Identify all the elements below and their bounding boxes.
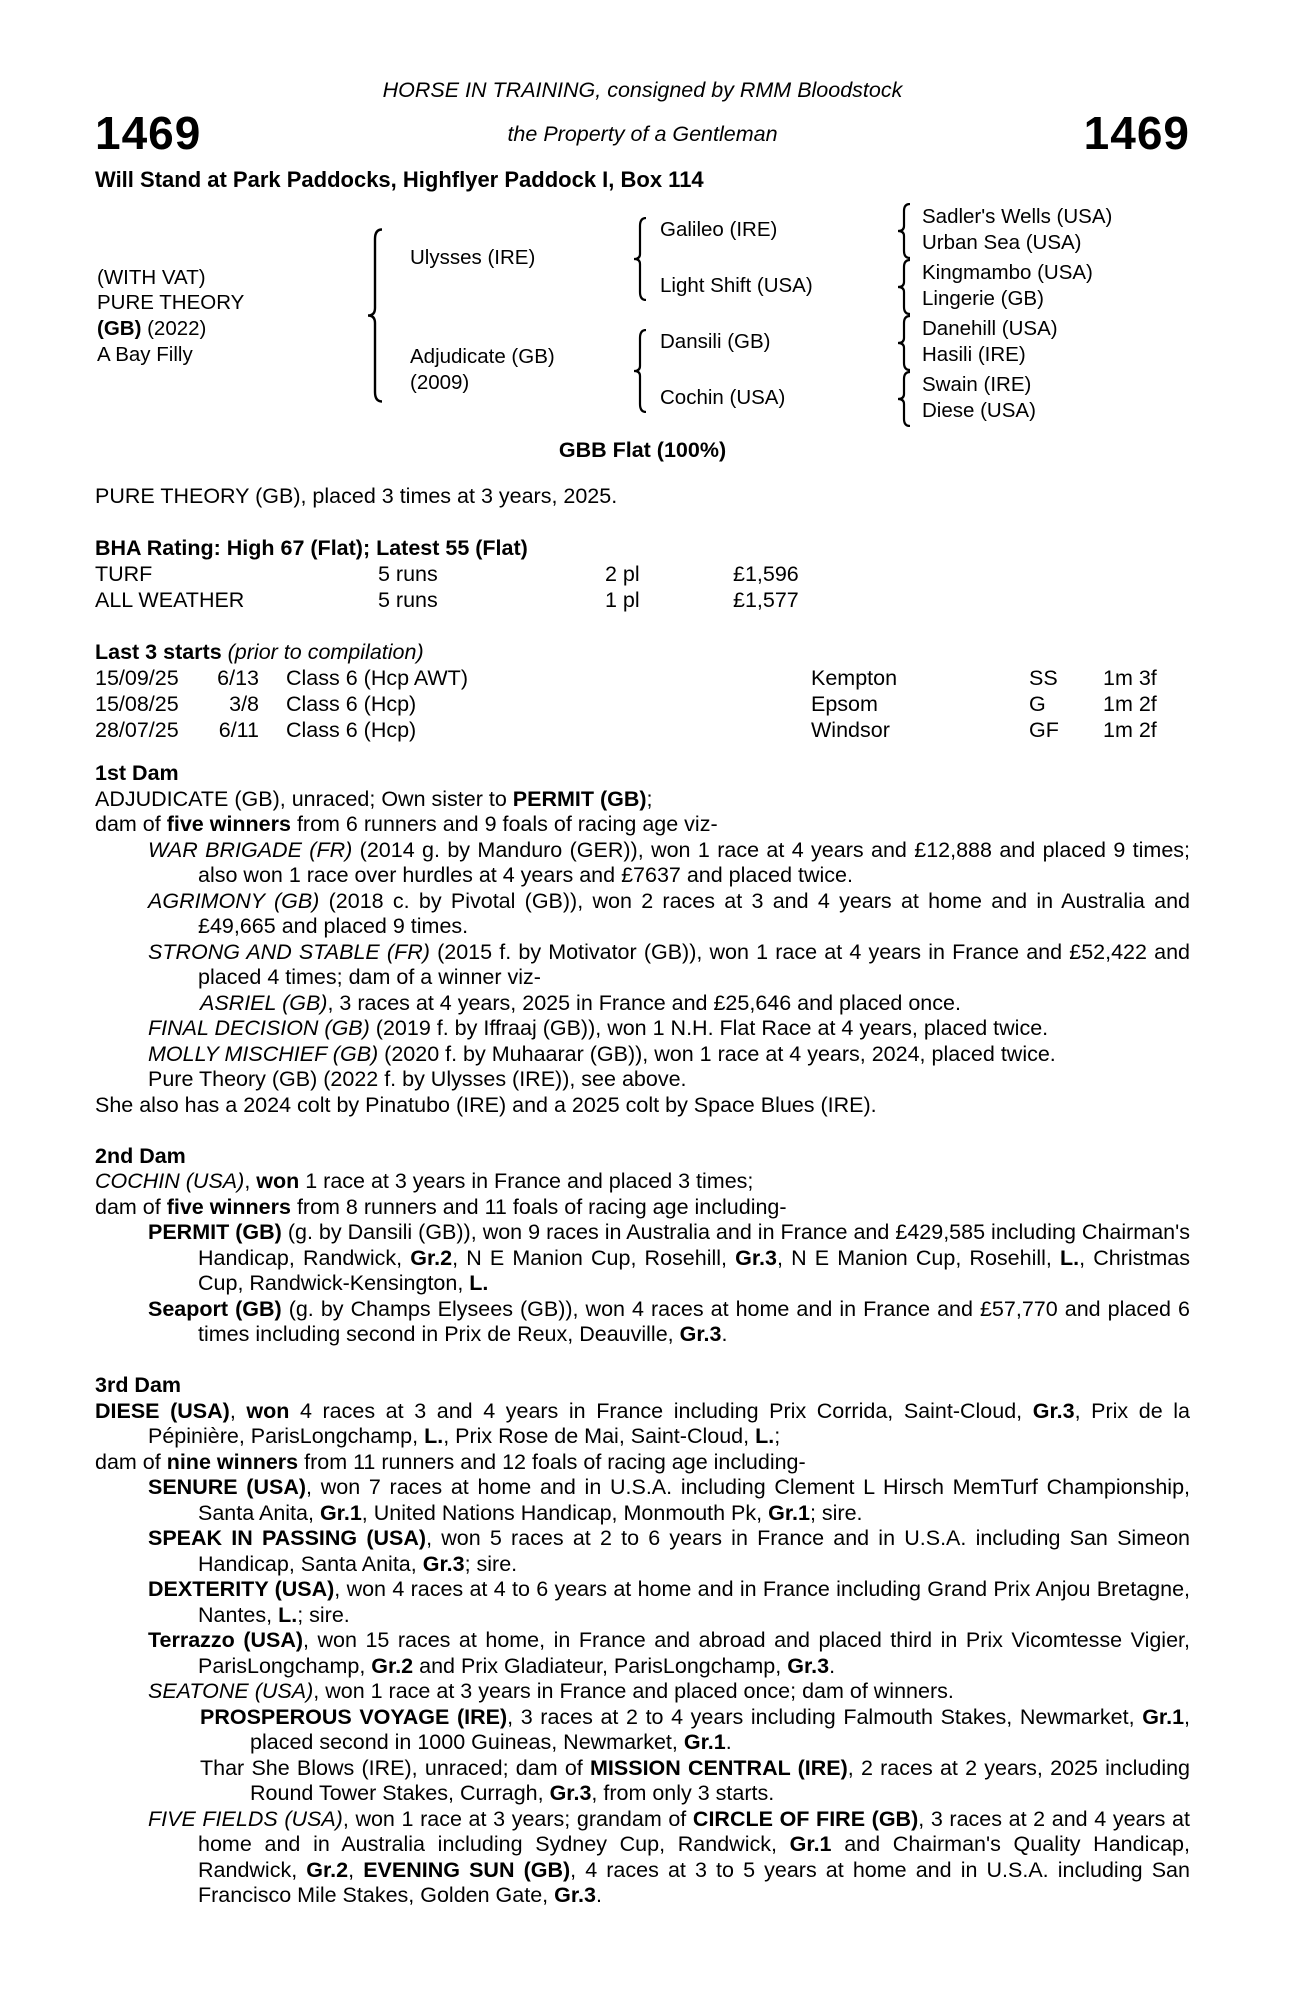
last-starts-title — [95, 639, 1190, 665]
last-starts-table — [95, 665, 1190, 743]
start-position: 6/13 — [217, 666, 259, 690]
bha-rating-line: BHA Rating: High 67 (Flat); Latest 55 (Flat) — [95, 536, 528, 560]
pedigree-text-line: WAR BRIGADE (FR) (2014 g. by Manduro (GER)), won 1 race at 4 years and £12,888 and placed 9 times; also won 1 race over hurdles at 4 years and £7637 and placed twice. — [148, 837, 1191, 887]
start-course: Epsom — [811, 692, 878, 716]
sire-name: Ulysses (IRE) — [410, 246, 536, 269]
pedigree-text-line: dam of five winners from 8 runners and 11 foals of racing age including- — [95, 1194, 787, 1219]
dam-section-paragraphs — [95, 1399, 1190, 1909]
pedigree-text-line: PROSPEROUS VOYAGE (IRE), 3 races at 2 to 4 years including Falmouth Stakes, Newmarket, Gr.1, placed second in 1000 Guineas, Newmarket, Gr.1. — [200, 1704, 1191, 1754]
last-starts-title-text: Last 3 starts — [95, 640, 222, 664]
start-going: G — [1029, 692, 1046, 716]
dam-name: Adjudicate (GB) — [410, 345, 555, 368]
start-distance: 1m 2f — [1103, 692, 1157, 716]
surface-stats-table — [95, 561, 1190, 613]
stats-runs: 5 runs — [378, 562, 438, 586]
start-date: 15/08/25 — [95, 692, 179, 716]
last-starts-block — [95, 639, 1190, 743]
dam-year: (2009) — [410, 371, 470, 394]
stats-placed: 1 pl — [605, 588, 640, 612]
dam-section-paragraphs — [95, 787, 1190, 1119]
great-grandparent-name: Urban Sea (USA) — [922, 231, 1082, 254]
pedigree-text-line: DEXTERITY (USA), won 4 races at 4 to 6 years at home and in France including Grand Prix Anjou Bretagne, Nantes, L.; sire. — [148, 1577, 1191, 1627]
stats-runs: 5 runs — [378, 588, 438, 612]
pedigree-brace-main-icon — [367, 228, 383, 409]
dam-section-paragraphs — [95, 1169, 1190, 1348]
pedigree-text-line: SPEAK IN PASSING (USA), won 5 races at 2 to 6 years in France and in U.S.A. including San Simeon Handicap, Santa Anita, Gr.3; sire. — [148, 1526, 1190, 1576]
granddam-name: Cochin (USA) — [660, 386, 786, 409]
pedigree-text-line: DIESE (USA), won 4 races at 3 and 4 years in France including Prix Corrida, Saint-Cloud, Gr.3, Prix de la Pépinière, ParisLongchamp, L., Prix Rose de Mai, Saint-Cloud, L.; — [95, 1398, 1190, 1448]
property-line: the Property of a Gentleman — [507, 122, 778, 146]
pedigree-text-line: AGRIMONY (GB) (2018 c. by Pivotal (GB)), won 2 races at 3 and 4 years at home and in Australia and £49,665 and placed 9 times. — [148, 888, 1190, 938]
horse-name: PURE THEORY — [97, 291, 245, 314]
stand-location-line: Will Stand at Park Paddocks, Highflyer Paddock I, Box 114 — [95, 167, 704, 192]
grandsire-name: Dansili (GB) — [660, 330, 771, 353]
start-date: 15/09/25 — [95, 666, 179, 690]
start-course: Kempton — [811, 666, 898, 690]
pedigree-brace-icon — [897, 259, 911, 321]
vat-note: (WITH VAT) — [97, 266, 206, 289]
pedigree-text-line: FIVE FIELDS (USA), won 1 race at 3 years; grandam of CIRCLE OF FIRE (GB), 3 races at 2 and 4 years at home and in Australia including Sydney Cup, Randwick, Gr.1 and Chairman's Quality Handicap, Randwick, Gr.2, EVENING SUN (GB), 4 races at 3 to 5 years at home and in U.S.A. including San Francisco Mile Stakes, Golden Gate, Gr.3. — [148, 1806, 1190, 1907]
pedigree-text-line: ADJUDICATE (GB), unraced; Own sister to PERMIT (GB); — [95, 786, 653, 811]
start-position: 6/11 — [218, 718, 259, 742]
race-record-summary: PURE THEORY (GB), placed 3 times at 3 years, 2025. — [95, 484, 618, 508]
pedigree-text-line: SEATONE (USA), won 1 race at 3 years in France and placed once; dam of winners. — [148, 1679, 954, 1703]
stats-earnings: £1,577 — [733, 588, 799, 612]
start-going: SS — [1029, 666, 1058, 690]
pedigree-text-line: dam of nine winners from 11 runners and 12 foals of racing age including- — [95, 1449, 806, 1474]
lot-number-left: 1469 — [95, 107, 202, 159]
start-going: GF — [1029, 718, 1059, 742]
lot-number-right: 1469 — [1083, 107, 1190, 159]
pedigree-tree — [95, 200, 1190, 437]
start-course: Windsor — [811, 718, 890, 742]
last-starts-subtitle: (prior to compilation) — [221, 640, 424, 664]
pedigree-brace-icon — [897, 371, 911, 433]
start-class: Class 6 (Hcp AWT) — [286, 666, 468, 690]
dam-section-2 — [95, 1144, 1190, 1348]
dam-section-heading: 1st Dam — [95, 761, 179, 785]
pedigree-text-line: MOLLY MISCHIEF (GB) (2020 f. by Muhaarar (GB)), won 1 race at 4 years, 2024, placed twice. — [148, 1041, 1056, 1066]
pedigree-brace-sire-icon — [633, 217, 647, 307]
pedigree-text-line: Pure Theory (GB) (2022 f. by Ulysses (IRE)), see above. — [148, 1067, 687, 1091]
dam-section-1 — [95, 761, 1190, 1118]
pedigree-text-line: Thar She Blows (IRE), unraced; dam of MISSION CENTRAL (IRE), 2 races at 2 years, 2025 including Round Tower Stakes, Curragh, Gr.3, from only 3 starts. — [200, 1755, 1191, 1805]
start-date: 28/07/25 — [95, 718, 179, 742]
consignor-line: HORSE IN TRAINING, consigned by RMM Bloodstock — [382, 78, 903, 102]
pedigree-brace-dam-icon — [633, 329, 647, 419]
stats-placed: 2 pl — [605, 562, 640, 586]
great-grandparent-name: Sadler's Wells (USA) — [922, 205, 1113, 228]
pedigree-brace-icon — [897, 203, 911, 265]
horse-suffix-year: (GB) (2022) — [97, 317, 207, 340]
great-grandparent-name: Swain (IRE) — [922, 373, 1032, 396]
stats-surface: ALL WEATHER — [95, 588, 245, 612]
great-grandparent-name: Hasili (IRE) — [922, 343, 1026, 366]
pedigree-brace-icon — [897, 315, 911, 377]
pedigree-text-line: PERMIT (GB) (g. by Dansili (GB)), won 9 races in Australia and in France and £429,585 including Chairman's Handicap, Randwick, Gr.2, N E Manion Cup, Rosehill, Gr.3, N E Manion Cup, Rosehill, L., Christmas Cup, Randwick-Kensington, L. — [148, 1220, 1190, 1295]
dam-section-heading: 2nd Dam — [95, 1143, 186, 1168]
pedigree-text-line: COCHIN (USA), won 1 race at 3 years in France and placed 3 times; — [95, 1169, 754, 1193]
pedigree-text-line: STRONG AND STABLE (FR) (2015 f. by Motivator (GB)), won 1 race at 4 years in France and £52,422 and placed 4 times; dam of a winner viz- — [148, 939, 1190, 989]
stats-surface: TURF — [95, 562, 153, 586]
great-grandparent-name: Kingmambo (USA) — [922, 261, 1093, 284]
pedigree-text-line: She also has a 2024 colt by Pinatubo (IRE) and a 2025 colt by Space Blues (IRE). — [95, 1092, 877, 1117]
dam-section-3 — [95, 1373, 1190, 1909]
start-position: 3/8 — [229, 692, 259, 716]
great-grandparent-name: Danehill (USA) — [922, 317, 1058, 340]
horse-description: A Bay Filly — [97, 343, 193, 366]
start-class: Class 6 (Hcp) — [286, 718, 417, 742]
pedigree-text-line: FINAL DECISION (GB) (2019 f. by Iffraaj (GB)), won 1 N.H. Flat Race at 4 years, placed twice. — [148, 1016, 1049, 1040]
page-content — [95, 0, 1190, 1909]
page-header — [95, 0, 1190, 200]
start-distance: 1m 2f — [1103, 718, 1157, 742]
pedigree-text-line: Seaport (GB) (g. by Champs Elysees (GB)), won 4 races at home and in France and £57,770 and placed 6 times including second in Prix de Reux, Deauville, Gr.3. — [148, 1296, 1190, 1346]
great-grandparent-name: Diese (USA) — [922, 399, 1036, 422]
start-distance: 1m 3f — [1103, 666, 1157, 690]
granddam-name: Light Shift (USA) — [660, 274, 813, 297]
pedigree-text-line: Terrazzo (USA), won 15 races at home, in France and abroad and placed third in Prix Vicomtesse Vigier, ParisLongchamp, Gr.2 and Prix Gladiateur, ParisLongchamp, Gr.3. — [148, 1628, 1190, 1678]
gbb-eligibility-line: GBB Flat (100%) — [558, 438, 727, 462]
stats-earnings: £1,596 — [733, 562, 799, 586]
pedigree-text-line: dam of five winners from 6 runners and 9 foals of racing age viz- — [95, 812, 718, 836]
great-grandparent-name: Lingerie (GB) — [922, 287, 1044, 310]
pedigree-text-line: ASRIEL (GB), 3 races at 4 years, 2025 in France and £25,646 and placed once. — [200, 990, 961, 1015]
pedigree-text-line: SENURE (USA), won 7 races at home and in U.S.A. including Clement L Hirsch MemTurf Championship, Santa Anita, Gr.1, United Nations Handicap, Monmouth Pk, Gr.1; sire. — [148, 1475, 1190, 1525]
start-class: Class 6 (Hcp) — [286, 692, 417, 716]
grandsire-name: Galileo (IRE) — [660, 218, 778, 241]
dam-section-heading: 3rd Dam — [95, 1373, 182, 1397]
